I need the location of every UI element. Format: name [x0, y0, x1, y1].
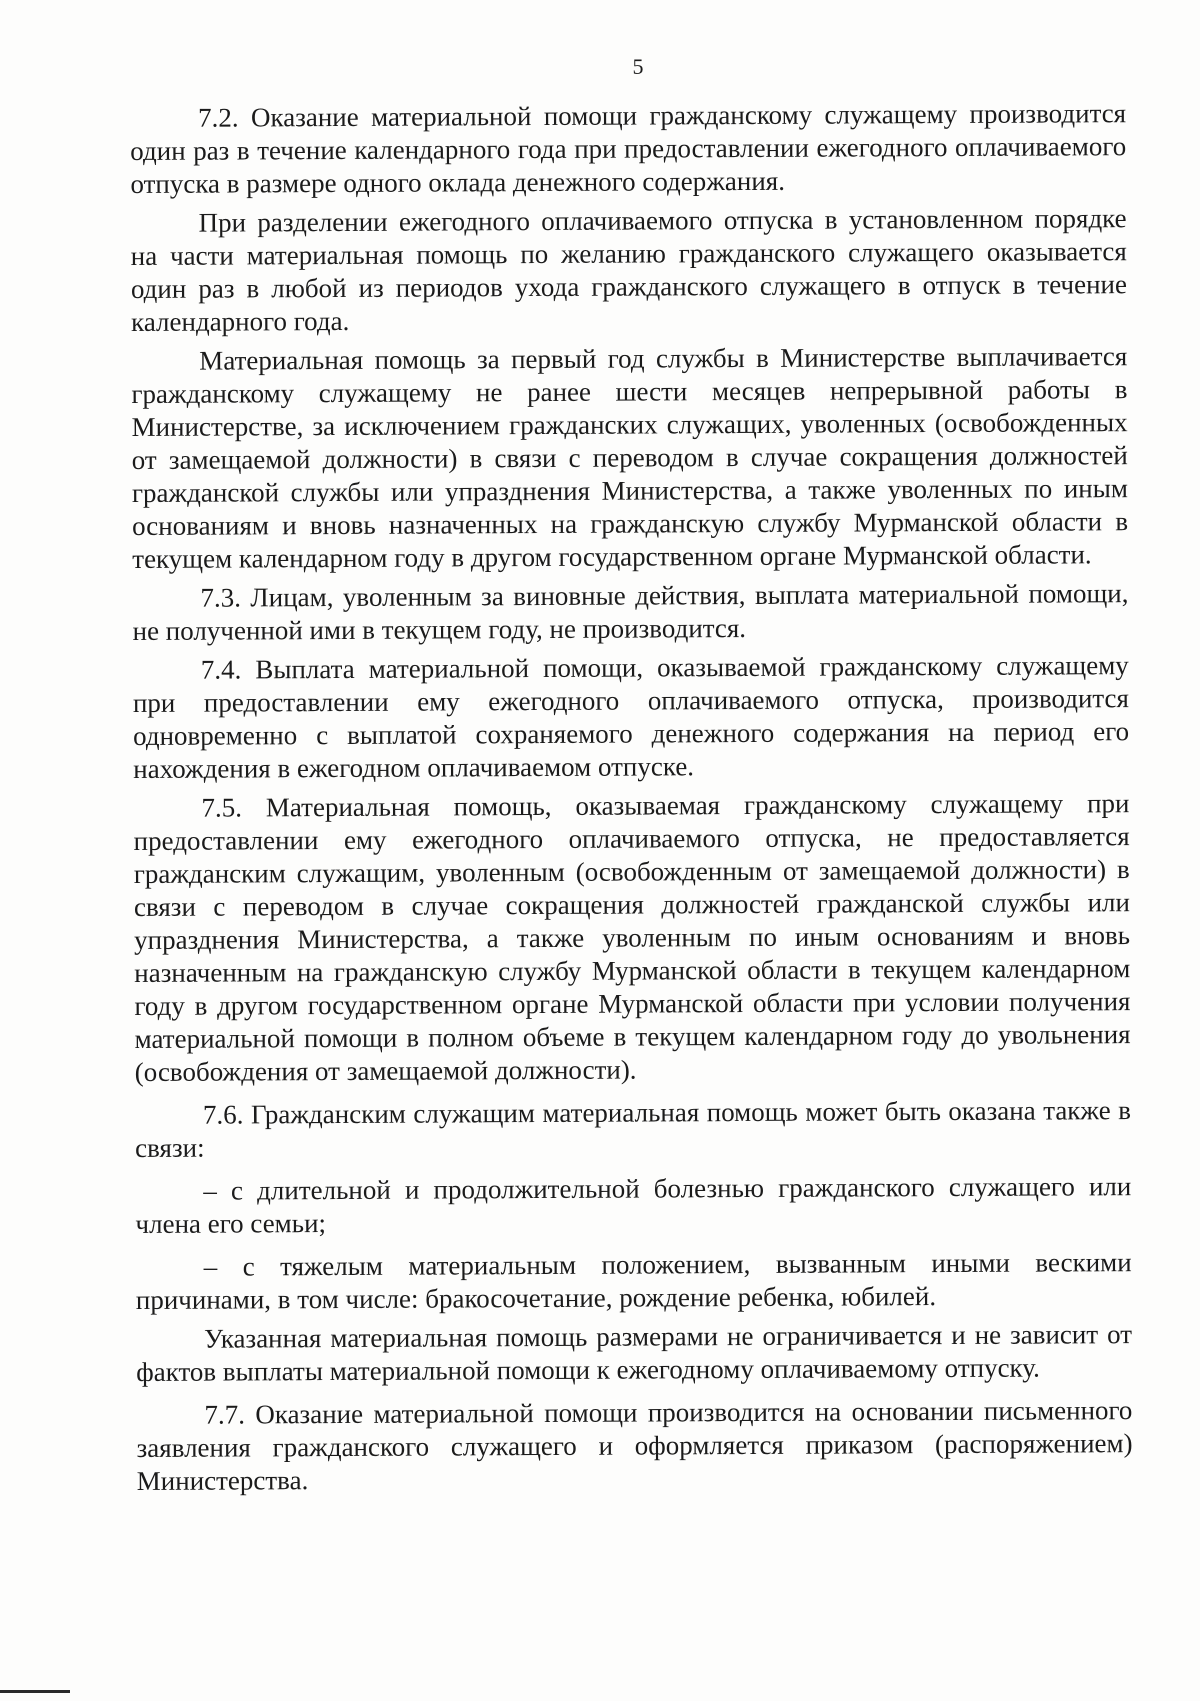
list-item-hardship: – с тяжелым материальным положением, вызванным иными вескими причинами, в том числе: бракосочетание, рождение ребенка, юбилей.	[135, 1247, 1132, 1315]
paragraph-leave-division: При разделении ежегодного оплачиваемого отпуска в установленном порядке на части материальная помощь по желанию гражданского служащего оказывается один раз в любой из периодов ухода гражданского служащего в отпуск в течение календарного года.	[130, 203, 1127, 337]
paragraph-first-year-aid: Материальная помощь за первый год службы в Министерстве выплачивается гражданскому служащему не ранее шести месяцев непрерывной работы в Министерстве, за исключением гражданских служащих, уволенных (освобожденных от замещаемой должности) в связи с переводом в случае сокращения должностей гражданской службы или упразднения Министерства, а также уволенных по иным основаниям и вновь назначенных на гражданскую службу Мурманской области в текущем календарном году в другом государственном органе Мурманской области.	[131, 341, 1129, 574]
paragraph-7-5: 7.5. Материальная помощь, оказываемая гражданскому служащему при предоставлении ему ежегодного оплачиваемого отпуска, не предоставляется гражданским служащим, уволенным (освобожденным от замещаемой должности) в связи с переводом в случае сокращения должностей гражданской службы или упразднения Министерства, а также уволенным по иным основаниям и вновь назначенным на гражданскую службу Мурманской области в текущем календарном году в другом государственном органе Мурманской области при условии получения материальной помощи в полном объеме в текущем календарном году до увольнения (освобождения от замещаемой должности).	[133, 788, 1131, 1087]
paragraph-7-6: 7.6. Гражданским служащим материальная помощь может быть оказана также в связи:	[135, 1095, 1132, 1163]
paragraph-7-2: 7.2. Оказание материальной помощи гражданскому служащему производится один раз в течение календарного года при предоставлении ежегодного оплачиваемого отпуска в размере одного оклада денежного содержания.	[130, 98, 1127, 199]
paragraph-aid-unlimited: Указанная материальная помощь размерами не ограничивается и не зависит от фактов выплаты материальной помощи к ежегодному оплачиваемому отпуску.	[136, 1319, 1133, 1387]
document-body	[130, 97, 1133, 1498]
paragraph-7-4: 7.4. Выплата материальной помощи, оказываемой гражданскому служащему при предоставлении ему ежегодного оплачиваемого отпуска, производится одновременно с выплатой сохраняемого денежного содержания на период его нахождения в ежегодном оплачиваемом отпуске.	[132, 650, 1130, 784]
paragraph-7-3: 7.3. Лицам, уволенным за виновные действия, выплата материальной помощи, не полученной ими в текущем году, не производится.	[132, 578, 1129, 646]
scan-edge-mark	[0, 1690, 70, 1693]
paragraph-7-7: 7.7. Оказание материальной помощи производится на основании письменного заявления гражданского служащего и оформляется приказом (распоряжением) Министерства.	[136, 1395, 1133, 1496]
list-item-illness: – с длительной и продолжительной болезнью гражданского служащего или члена его семьи;	[135, 1171, 1132, 1239]
page-number: 5	[632, 54, 644, 79]
